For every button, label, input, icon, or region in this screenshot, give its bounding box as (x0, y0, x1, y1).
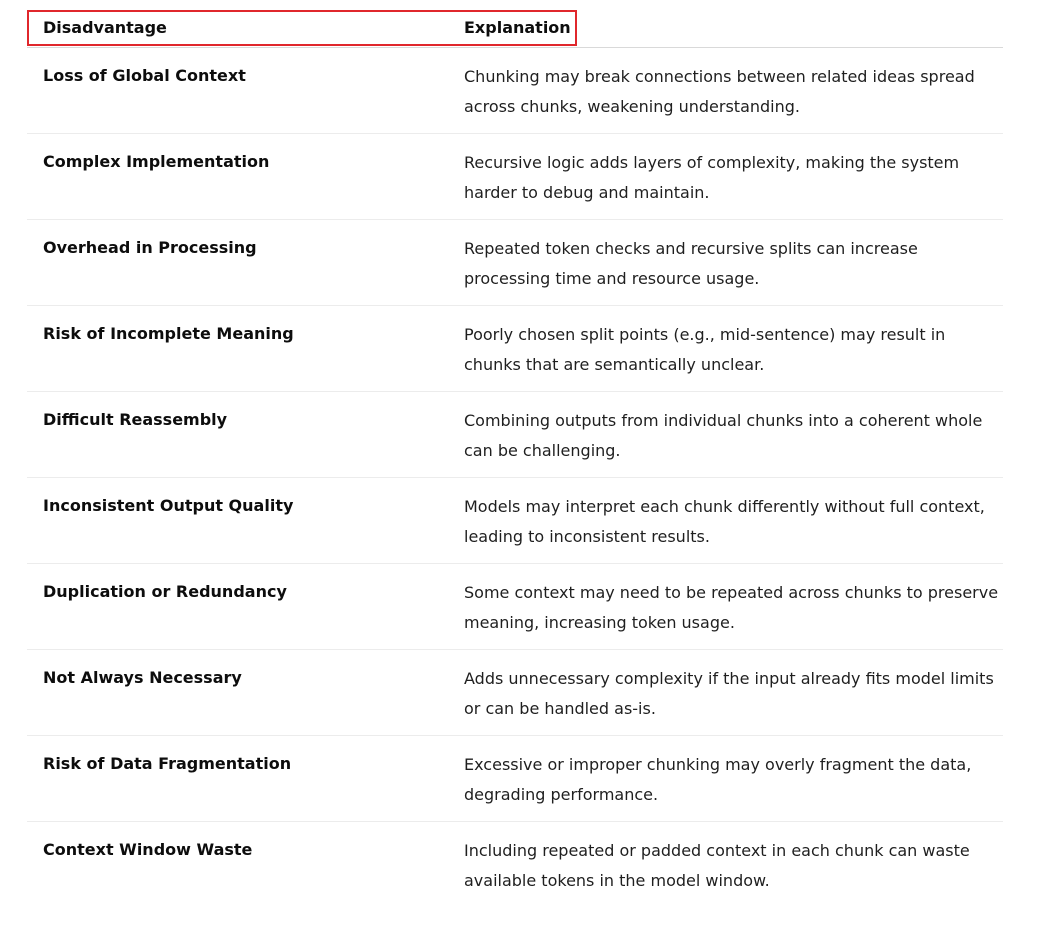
disadvantage-cell: Not Always Necessary (43, 668, 242, 687)
table-header-row (27, 10, 1003, 48)
disadvantage-cell: Duplication or Redundancy (43, 582, 287, 601)
table-row (27, 650, 1003, 736)
column-header-explanation: Explanation (464, 18, 571, 37)
disadvantages-table (27, 10, 1003, 908)
table-row (27, 220, 1003, 306)
explanation-cell: Repeated token checks and recursive splits can increase processing time and resource usage. (464, 239, 918, 288)
explanation-cell: Recursive logic adds layers of complexity, making the system harder to debug and maintain. (464, 153, 960, 202)
explanation-cell: Poorly chosen split points (e.g., mid-sentence) may result in chunks that are semantically unclear. (464, 325, 946, 374)
explanation-cell: Including repeated or padded context in each chunk can waste available tokens in the model window. (464, 841, 970, 890)
table-row (27, 478, 1003, 564)
explanation-cell: Excessive or improper chunking may overly fragment the data, degrading performance. (464, 755, 972, 804)
disadvantage-cell: Overhead in Processing (43, 238, 257, 257)
disadvantage-cell: Risk of Incomplete Meaning (43, 324, 294, 343)
table-row (27, 736, 1003, 822)
disadvantage-cell: Inconsistent Output Quality (43, 496, 294, 515)
disadvantage-cell: Loss of Global Context (43, 66, 246, 85)
table-row (27, 134, 1003, 220)
disadvantage-cell: Context Window Waste (43, 840, 253, 859)
explanation-cell: Models may interpret each chunk differently without full context, leading to inconsistent results. (464, 497, 985, 546)
table-row (27, 48, 1003, 134)
explanation-cell: Chunking may break connections between related ideas spread across chunks, weakening understanding. (464, 67, 975, 116)
disadvantage-cell: Complex Implementation (43, 152, 270, 171)
table-row (27, 392, 1003, 478)
explanation-cell: Combining outputs from individual chunks into a coherent whole can be challenging. (464, 411, 983, 460)
column-header-disadvantage: Disadvantage (43, 18, 167, 37)
explanation-cell: Some context may need to be repeated across chunks to preserve meaning, increasing token usage. (464, 583, 999, 632)
disadvantage-cell: Risk of Data Fragmentation (43, 754, 292, 773)
table-row (27, 822, 1003, 908)
table-row (27, 564, 1003, 650)
disadvantage-cell: Difficult Reassembly (43, 410, 228, 429)
table-row (27, 306, 1003, 392)
explanation-cell: Adds unnecessary complexity if the input already fits model limits or can be handled as-is. (464, 669, 994, 718)
